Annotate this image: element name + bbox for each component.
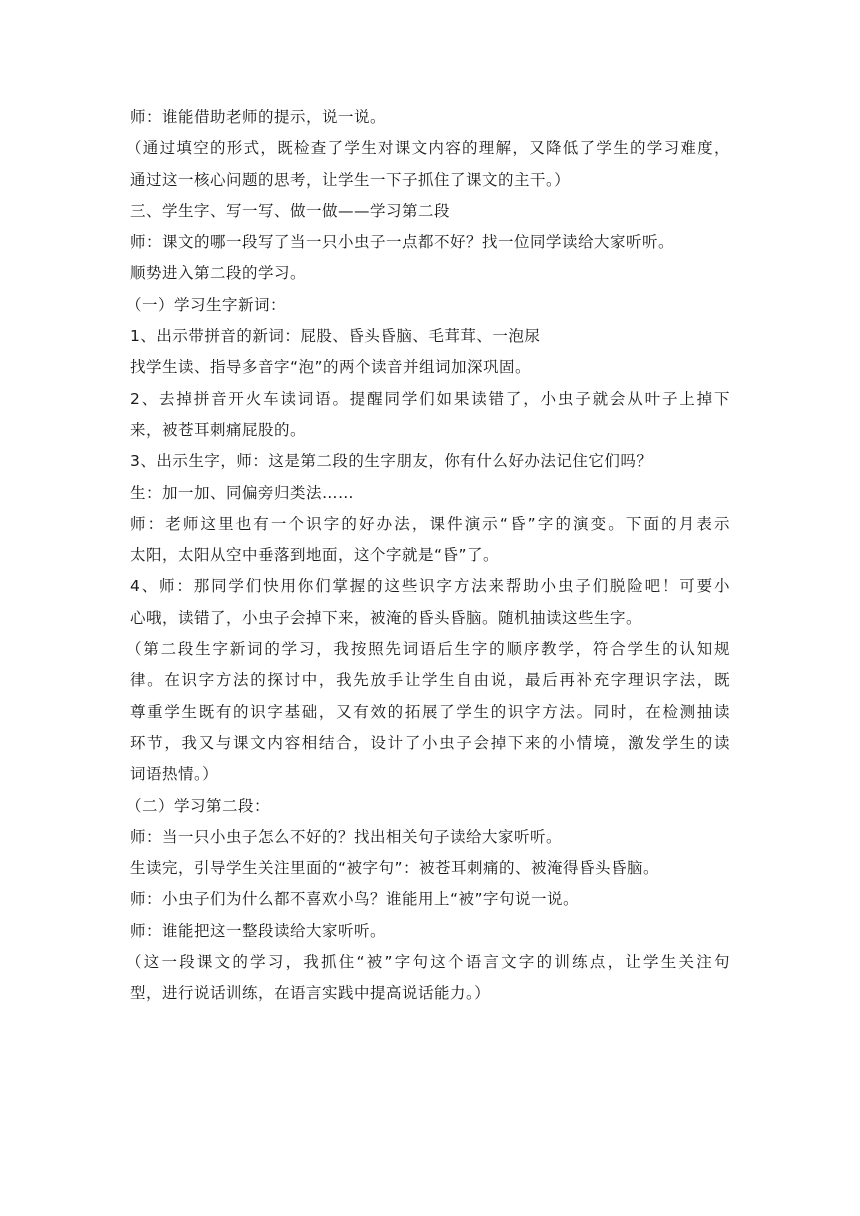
text-line: 心哦，读错了，小虫子会掉下来，被淹的昏头昏脑。随机抽读这些生字。 [130, 608, 643, 627]
text-line: 词语热情。） [130, 765, 219, 784]
text-line: 3、出示生字，师：这是第二段的生字朋友，你有什么好办法记住它们吗？ [130, 452, 653, 471]
text-line: 生读完，引导学生关注里面的“被字句”：被苍耳刺痛的、被淹得昏头昏脑。 [130, 859, 660, 878]
text-line: 师：谁能借助老师的提示，说一说。 [130, 108, 387, 126]
text-line: 师：谁能把这一整段读给大家听听。 [130, 921, 387, 940]
subsection-heading: （一）学习生字新词： [126, 295, 287, 314]
text-line: 4、师：那同学们快用你们掌握的这些识字方法来帮助小虫子们脱险吧！可要小 [130, 577, 730, 596]
text-line: 师：当一只小虫子怎么不好的？找出相关句子读给大家听听。 [130, 827, 563, 846]
text-line: 尊重学生既有的识字基础，又有效的拓展了学生的识字方法。同时，在检测抽读 [130, 702, 730, 721]
text-line: （第二段生字新词的学习，我按照先词语后生字的顺序教学，符合学生的认知规 [126, 640, 730, 659]
subsection-heading: （二）学习第二段： [126, 796, 271, 815]
text-line: 环节，我又与课文内容相结合，设计了小虫子会掉下来的小情境，激发学生的读 [130, 733, 730, 752]
text-line: （这一段课文的学习，我抓住“被”字句这个语言文字的训练点，让学生关注句 [126, 953, 730, 972]
text-line: 2、去掉拼音开火车读词语。提醒同学们如果读错了，小虫子就会从叶子上掉下 [130, 389, 730, 408]
text-line: 顺势进入第二段的学习。 [130, 264, 307, 283]
section-heading: 三、学生字、写一写、做一做——学习第二段 [130, 201, 451, 220]
document-body [126, 102, 730, 1010]
text-line: （通过填空的形式，既检查了学生对课文内容的理解，又降低了学生的学习难度， [126, 139, 730, 158]
text-line: 师：课文的哪一段写了当一只小虫子一点都不好？找一位同学读给大家听听。 [130, 233, 675, 252]
text-line: 师：小虫子们为什么都不喜欢小鸟？谁能用上“被”字句说一说。 [130, 890, 580, 909]
text-line: 律。在识字方法的探讨中，我先放手让学生自由说，最后再补充字理识字法，既 [130, 671, 730, 690]
text-line: 来，被苍耳刺痛屁股的。 [130, 420, 307, 439]
text-line: 1、出示带拼音的新词：屁股、昏头昏脑、毛茸茸、一泡尿 [130, 327, 541, 346]
text-line: 找学生读、指导多音字“泡”的两个读音并组词加深巩固。 [130, 358, 532, 377]
text-line: 师：老师这里也有一个识字的好办法，课件演示“昏”字的演变。下面的月表示 [130, 514, 730, 533]
text-line: 生：加一加、同偏旁归类法…… [130, 483, 355, 502]
text-line: 太阳，太阳从空中垂落到地面，这个字就是“昏”了。 [130, 546, 500, 565]
text-line: 通过这一核心问题的思考，让学生一下子抓住了课文的主干。） [130, 170, 571, 189]
text-line: 型，进行说话训练，在语言实践中提高说话能力。） [130, 984, 491, 1003]
